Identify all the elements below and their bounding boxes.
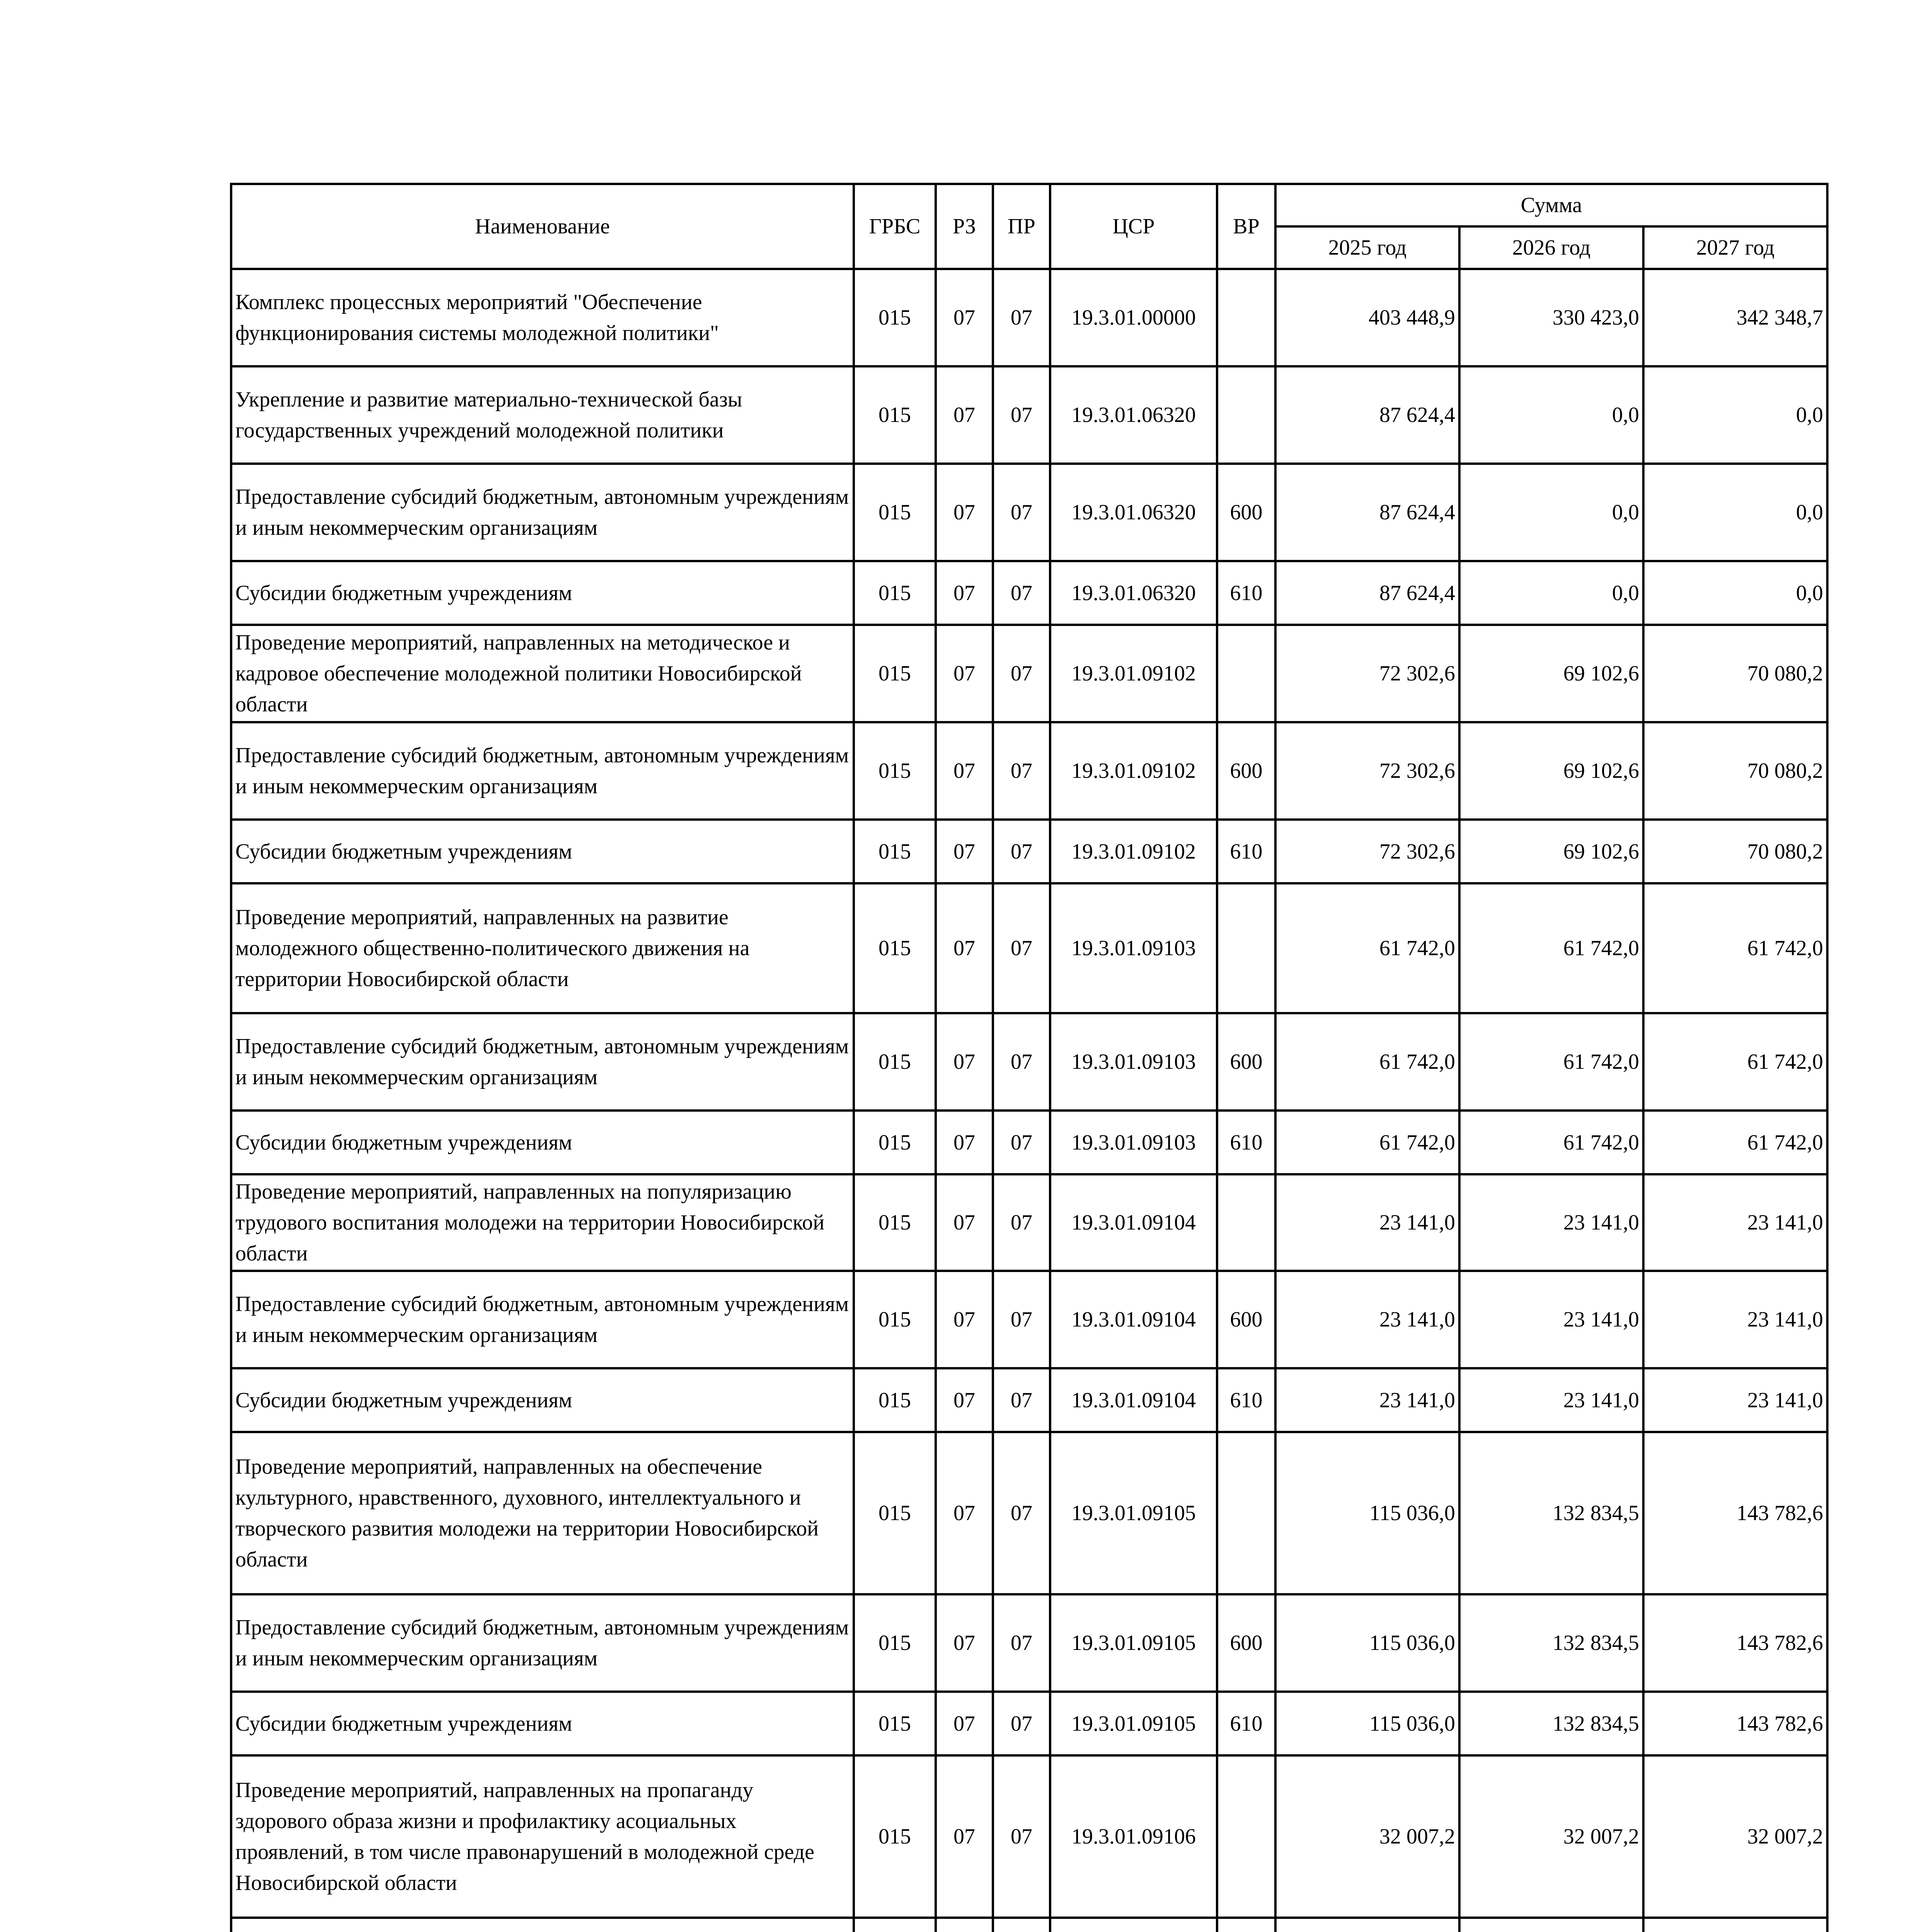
row-csr: 19.3.01.09105 xyxy=(1050,1594,1217,1692)
table-row xyxy=(231,883,1827,1013)
row-name: Проведение мероприятий, направленных на развитие молодежного общественно-политического движения на территории Новосибирской области xyxy=(231,883,854,1013)
row-vr xyxy=(1217,625,1275,722)
table-row xyxy=(231,1594,1827,1692)
row-pr: 07 xyxy=(993,464,1050,561)
row-grbs: 015 xyxy=(854,366,936,464)
row-rz: 07 xyxy=(936,1111,993,1174)
row-sum-2027: 70 080,2 xyxy=(1643,722,1827,820)
row-csr: 19.3.01.09104 xyxy=(1050,1271,1217,1368)
table-row xyxy=(231,269,1827,366)
row-pr xyxy=(993,1918,1050,1932)
row-sum-2025: 61 742,0 xyxy=(1275,883,1459,1013)
row-sum-2025: 72 302,6 xyxy=(1275,820,1459,883)
row-csr: 19.3.01.09104 xyxy=(1050,1174,1217,1271)
table-row xyxy=(231,1432,1827,1594)
row-sum-2025: 61 742,0 xyxy=(1275,1111,1459,1174)
row-vr: 600 xyxy=(1217,722,1275,820)
row-sum-2026: 23 141,0 xyxy=(1459,1368,1643,1432)
row-sum-2026: 132 834,5 xyxy=(1459,1432,1643,1594)
row-rz: 07 xyxy=(936,820,993,883)
row-rz: 07 xyxy=(936,1692,993,1755)
budget-table xyxy=(230,183,1828,1932)
row-pr: 07 xyxy=(993,883,1050,1013)
row-sum-2026: 330 423,0 xyxy=(1459,269,1643,366)
row-csr: 19.3.01.09106 xyxy=(1050,1755,1217,1918)
row-rz: 07 xyxy=(936,1755,993,1918)
row-vr xyxy=(1217,366,1275,464)
row-grbs: 015 xyxy=(854,1432,936,1594)
row-name xyxy=(231,1918,854,1932)
row-sum-2027: 61 742,0 xyxy=(1643,1013,1827,1111)
row-sum-2027: 61 742,0 xyxy=(1643,1111,1827,1174)
row-name: Субсидии бюджетным учреждениям xyxy=(231,820,854,883)
row-pr: 07 xyxy=(993,1111,1050,1174)
row-sum-2025: 72 302,6 xyxy=(1275,625,1459,722)
row-name: Предоставление субсидий бюджетным, автономным учреждениям и иным некоммерческим организациям xyxy=(231,464,854,561)
row-name: Субсидии бюджетным учреждениям xyxy=(231,1692,854,1755)
row-vr: 610 xyxy=(1217,561,1275,625)
row-name: Предоставление субсидий бюджетным, автономным учреждениям и иным некоммерческим организациям xyxy=(231,1594,854,1692)
row-sum-2025: 23 141,0 xyxy=(1275,1271,1459,1368)
header-vr: ВР xyxy=(1217,184,1275,269)
row-csr: 19.3.01.09102 xyxy=(1050,820,1217,883)
row-sum-2025: 115 036,0 xyxy=(1275,1432,1459,1594)
row-csr: 19.3.01.00000 xyxy=(1050,269,1217,366)
row-sum-2025: 87 624,4 xyxy=(1275,366,1459,464)
row-sum-2026: 23 141,0 xyxy=(1459,1174,1643,1271)
table-row xyxy=(231,366,1827,464)
row-sum-2025: 403 448,9 xyxy=(1275,269,1459,366)
row-name: Субсидии бюджетным учреждениям xyxy=(231,1111,854,1174)
table-row xyxy=(231,625,1827,722)
row-pr: 07 xyxy=(993,366,1050,464)
row-name: Предоставление субсидий бюджетным, автономным учреждениям и иным некоммерческим организациям xyxy=(231,722,854,820)
row-rz: 07 xyxy=(936,1368,993,1432)
header-year-2025: 2025 год xyxy=(1275,226,1459,269)
row-pr: 07 xyxy=(993,1755,1050,1918)
row-name: Проведение мероприятий, направленных на методическое и кадровое обеспечение молодежной политики Новосибирской области xyxy=(231,625,854,722)
row-sum-2026: 0,0 xyxy=(1459,366,1643,464)
row-grbs: 015 xyxy=(854,1368,936,1432)
row-sum-2025 xyxy=(1275,1918,1459,1932)
row-rz: 07 xyxy=(936,1594,993,1692)
row-sum-2027: 0,0 xyxy=(1643,561,1827,625)
row-sum-2026: 23 141,0 xyxy=(1459,1271,1643,1368)
row-vr: 600 xyxy=(1217,464,1275,561)
row-sum-2027: 0,0 xyxy=(1643,366,1827,464)
row-rz: 07 xyxy=(936,1432,993,1594)
row-sum-2026: 132 834,5 xyxy=(1459,1692,1643,1755)
row-pr: 07 xyxy=(993,1271,1050,1368)
row-vr: 600 xyxy=(1217,1594,1275,1692)
table-row xyxy=(231,1368,1827,1432)
table-row xyxy=(231,464,1827,561)
row-pr: 07 xyxy=(993,561,1050,625)
row-csr: 19.3.01.06320 xyxy=(1050,561,1217,625)
row-sum-2027: 23 141,0 xyxy=(1643,1368,1827,1432)
row-sum-2026: 0,0 xyxy=(1459,464,1643,561)
table-header-row xyxy=(231,184,1827,226)
row-sum-2025: 61 742,0 xyxy=(1275,1013,1459,1111)
row-sum-2025: 72 302,6 xyxy=(1275,722,1459,820)
table-row xyxy=(231,722,1827,820)
table-row xyxy=(231,1111,1827,1174)
row-rz: 07 xyxy=(936,1271,993,1368)
row-sum-2025: 23 141,0 xyxy=(1275,1174,1459,1271)
row-grbs: 015 xyxy=(854,1174,936,1271)
table-row xyxy=(231,1692,1827,1755)
row-rz: 07 xyxy=(936,366,993,464)
row-grbs: 015 xyxy=(854,1692,936,1755)
table-row xyxy=(231,1918,1827,1932)
row-sum-2025: 23 141,0 xyxy=(1275,1368,1459,1432)
row-sum-2027: 23 141,0 xyxy=(1643,1271,1827,1368)
table-row xyxy=(231,820,1827,883)
row-csr xyxy=(1050,1918,1217,1932)
row-grbs: 015 xyxy=(854,883,936,1013)
row-vr xyxy=(1217,1174,1275,1271)
row-sum-2026: 0,0 xyxy=(1459,561,1643,625)
row-name: Субсидии бюджетным учреждениям xyxy=(231,1368,854,1432)
row-grbs: 015 xyxy=(854,625,936,722)
row-csr: 19.3.01.09105 xyxy=(1050,1692,1217,1755)
row-pr: 07 xyxy=(993,820,1050,883)
row-rz: 07 xyxy=(936,625,993,722)
row-sum-2025: 87 624,4 xyxy=(1275,464,1459,561)
row-name: Укрепление и развитие материально-технической базы государственных учреждений молодежной политики xyxy=(231,366,854,464)
row-sum-2027: 143 782,6 xyxy=(1643,1594,1827,1692)
row-sum-2027: 23 141,0 xyxy=(1643,1174,1827,1271)
row-rz: 07 xyxy=(936,1174,993,1271)
row-sum-2026: 61 742,0 xyxy=(1459,1013,1643,1111)
row-rz: 07 xyxy=(936,883,993,1013)
row-pr: 07 xyxy=(993,625,1050,722)
row-pr: 07 xyxy=(993,1013,1050,1111)
row-vr: 600 xyxy=(1217,1271,1275,1368)
row-pr: 07 xyxy=(993,1692,1050,1755)
row-rz: 07 xyxy=(936,722,993,820)
row-pr: 07 xyxy=(993,269,1050,366)
header-year-2027: 2027 год xyxy=(1643,226,1827,269)
row-csr: 19.3.01.09103 xyxy=(1050,1111,1217,1174)
row-name: Проведение мероприятий, направленных на обеспечение культурного, нравственного, духовного, интеллектуального и творческого развития молодежи на территории Новосибирской области xyxy=(231,1432,854,1594)
row-sum-2026: 69 102,6 xyxy=(1459,722,1643,820)
header-pr: ПР xyxy=(993,184,1050,269)
table-row xyxy=(231,1755,1827,1918)
row-grbs: 015 xyxy=(854,722,936,820)
row-grbs: 015 xyxy=(854,269,936,366)
row-name: Предоставление субсидий бюджетным, автономным учреждениям и иным некоммерческим организациям xyxy=(231,1271,854,1368)
row-sum-2027: 143 782,6 xyxy=(1643,1432,1827,1594)
row-csr: 19.3.01.06320 xyxy=(1050,464,1217,561)
row-sum-2026: 132 834,5 xyxy=(1459,1594,1643,1692)
header-rz: РЗ xyxy=(936,184,993,269)
row-csr: 19.3.01.09103 xyxy=(1050,883,1217,1013)
row-pr: 07 xyxy=(993,1594,1050,1692)
row-csr: 19.3.01.09105 xyxy=(1050,1432,1217,1594)
row-sum-2025: 87 624,4 xyxy=(1275,561,1459,625)
header-year-2026: 2026 год xyxy=(1459,226,1643,269)
row-rz: 07 xyxy=(936,269,993,366)
row-grbs: 015 xyxy=(854,820,936,883)
row-name: Комплекс процессных мероприятий "Обеспечение функционирования системы молодежной политики" xyxy=(231,269,854,366)
header-name: Наименование xyxy=(231,184,854,269)
row-csr: 19.3.01.09104 xyxy=(1050,1368,1217,1432)
header-sum: Сумма xyxy=(1275,184,1827,226)
row-sum-2025: 115 036,0 xyxy=(1275,1692,1459,1755)
row-rz: 07 xyxy=(936,1013,993,1111)
row-sum-2025: 32 007,2 xyxy=(1275,1755,1459,1918)
row-grbs: 015 xyxy=(854,561,936,625)
row-csr: 19.3.01.09103 xyxy=(1050,1013,1217,1111)
row-sum-2027: 0,0 xyxy=(1643,464,1827,561)
row-vr xyxy=(1217,1755,1275,1918)
row-sum-2027: 143 782,6 xyxy=(1643,1692,1827,1755)
table-row xyxy=(231,1174,1827,1271)
row-grbs: 015 xyxy=(854,1271,936,1368)
row-vr: 610 xyxy=(1217,1368,1275,1432)
row-rz: 07 xyxy=(936,561,993,625)
row-name: Субсидии бюджетным учреждениям xyxy=(231,561,854,625)
row-sum-2027: 61 742,0 xyxy=(1643,883,1827,1013)
row-rz: 07 xyxy=(936,464,993,561)
table-row xyxy=(231,1013,1827,1111)
row-csr: 19.3.01.09102 xyxy=(1050,722,1217,820)
row-grbs: 015 xyxy=(854,1111,936,1174)
row-sum-2027 xyxy=(1643,1918,1827,1932)
row-sum-2027: 70 080,2 xyxy=(1643,625,1827,722)
row-name: Предоставление субсидий бюджетным, автономным учреждениям и иным некоммерческим организациям xyxy=(231,1013,854,1111)
row-vr: 610 xyxy=(1217,1692,1275,1755)
row-vr xyxy=(1217,883,1275,1013)
row-sum-2027: 70 080,2 xyxy=(1643,820,1827,883)
row-vr: 610 xyxy=(1217,1111,1275,1174)
row-sum-2027: 32 007,2 xyxy=(1643,1755,1827,1918)
row-sum-2026: 61 742,0 xyxy=(1459,883,1643,1013)
row-pr: 07 xyxy=(993,1174,1050,1271)
row-sum-2026: 69 102,6 xyxy=(1459,625,1643,722)
row-vr xyxy=(1217,1918,1275,1932)
row-sum-2025: 115 036,0 xyxy=(1275,1594,1459,1692)
table-row xyxy=(231,1271,1827,1368)
row-grbs: 015 xyxy=(854,1594,936,1692)
row-name: Проведение мероприятий, направленных на популяризацию трудового воспитания молодежи на территории Новосибирской области xyxy=(231,1174,854,1271)
row-vr xyxy=(1217,1432,1275,1594)
header-csr: ЦСР xyxy=(1050,184,1217,269)
row-sum-2026: 32 007,2 xyxy=(1459,1755,1643,1918)
row-grbs: 015 xyxy=(854,464,936,561)
row-csr: 19.3.01.09102 xyxy=(1050,625,1217,722)
row-sum-2026 xyxy=(1459,1918,1643,1932)
row-vr xyxy=(1217,269,1275,366)
table-row xyxy=(231,561,1827,625)
row-sum-2026: 69 102,6 xyxy=(1459,820,1643,883)
row-pr: 07 xyxy=(993,1368,1050,1432)
row-rz xyxy=(936,1918,993,1932)
row-vr: 600 xyxy=(1217,1013,1275,1111)
row-name: Проведение мероприятий, направленных на пропаганду здорового образа жизни и профилактику асоциальных проявлений, в том числе правонарушений в молодежной среде Новосибирской области xyxy=(231,1755,854,1918)
row-sum-2027: 342 348,7 xyxy=(1643,269,1827,366)
row-pr: 07 xyxy=(993,722,1050,820)
row-vr: 610 xyxy=(1217,820,1275,883)
row-csr: 19.3.01.06320 xyxy=(1050,366,1217,464)
row-grbs: 015 xyxy=(854,1013,936,1111)
header-grbs: ГРБС xyxy=(854,184,936,269)
row-grbs xyxy=(854,1918,936,1932)
row-sum-2026: 61 742,0 xyxy=(1459,1111,1643,1174)
row-pr: 07 xyxy=(993,1432,1050,1594)
row-grbs: 015 xyxy=(854,1755,936,1918)
